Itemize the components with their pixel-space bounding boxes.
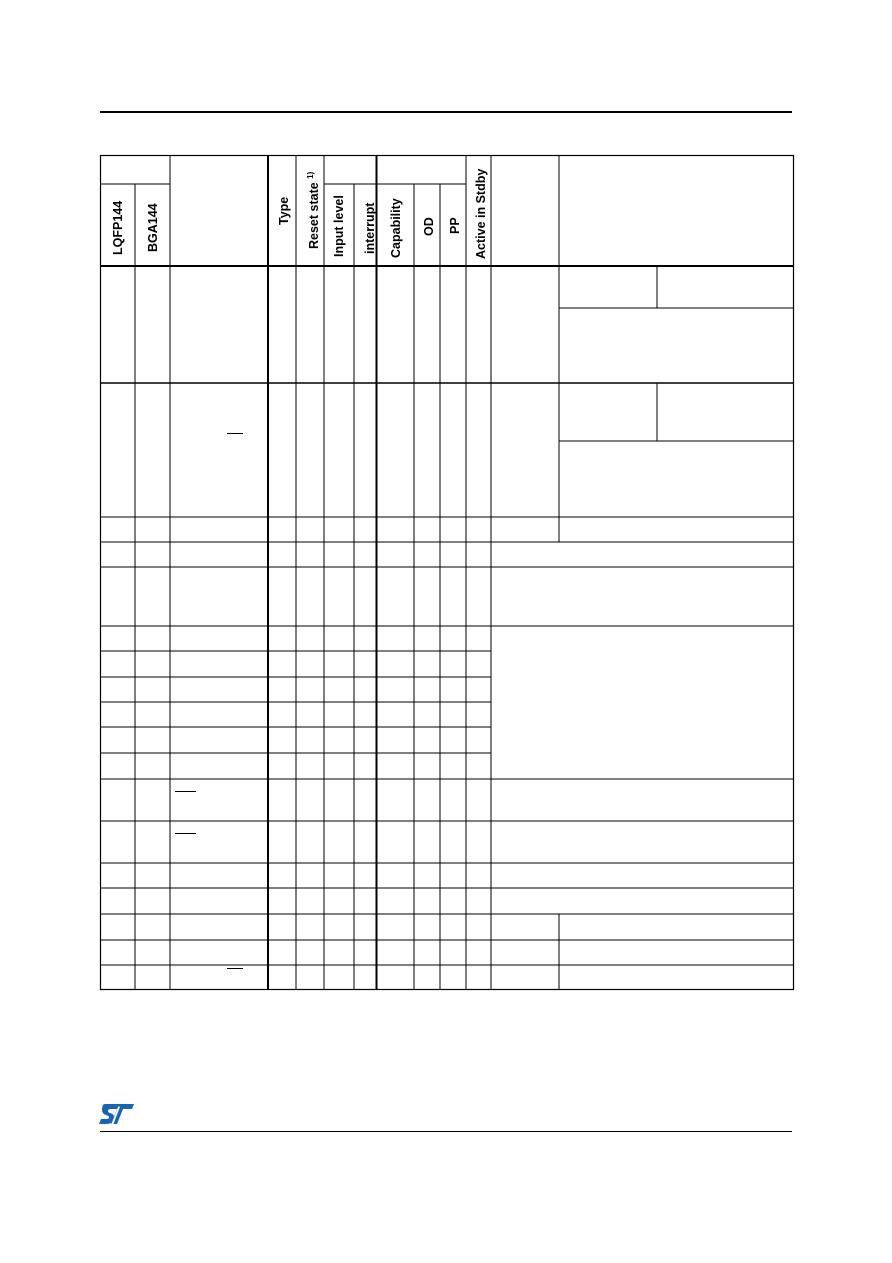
overline-mark: [175, 833, 196, 834]
reset-state-footnote: 1): [306, 171, 315, 179]
header-interrupt: interrupt: [363, 202, 377, 254]
overline-mark: [227, 968, 243, 969]
header-pp: PP: [448, 217, 462, 234]
st-logo-icon: [99, 1103, 135, 1130]
overline-mark: [227, 433, 243, 434]
header-type: Type: [277, 196, 291, 225]
header-reset-state: Reset state $^{1)}$: [306, 171, 322, 249]
header-input-level: Input level: [332, 195, 346, 257]
footer-rule: [100, 1131, 792, 1132]
header-active-in-stdby: Active in Stdby: [474, 168, 488, 259]
header-lqfp144: LQFP144: [111, 200, 125, 255]
header-od: OD: [422, 217, 436, 236]
overline-mark: [175, 791, 196, 792]
header-bga144: BGA144: [146, 203, 160, 252]
header-capability: Capability: [389, 198, 403, 258]
